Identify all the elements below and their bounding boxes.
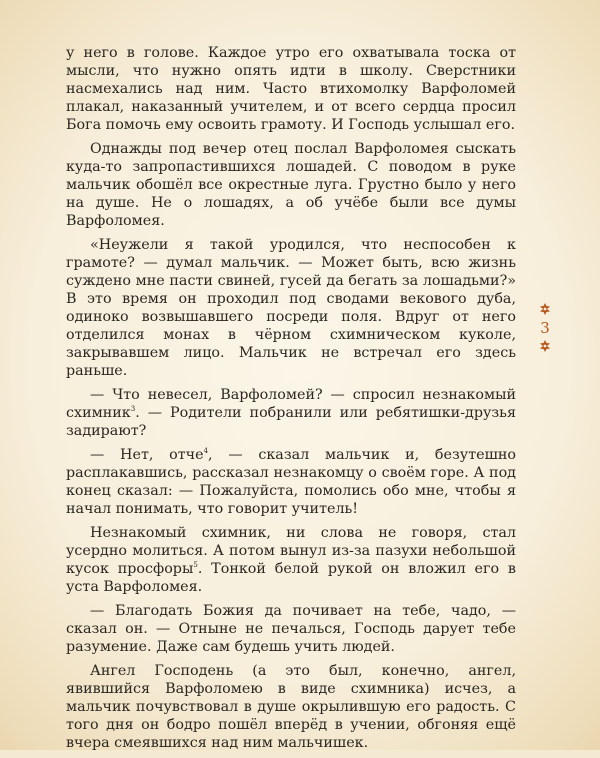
paragraph-text: . Тонкой белой рукой он вложил его в уста Варфоломея.: [66, 561, 516, 595]
fleuron-icon: [538, 339, 552, 353]
paragraph-text: — Благодать Божия да почивает на тебе, чадо, — сказал он. — Отныне не печалься, Господь дарует тебе разумение. Даже сам будешь учить людей.: [66, 603, 516, 655]
paragraph: [66, 524, 516, 596]
paragraph: [66, 386, 516, 440]
footnote-marker[interactable]: 3: [130, 405, 136, 413]
page-number: 3: [540, 319, 550, 337]
fleuron-icon: [538, 302, 552, 316]
paragraph-text: Незнакомый схимник, ни слова не говоря, стал усердно молиться. А потом вынул из-за пазухи небольшой кусок просфоры: [66, 525, 516, 577]
page-marker: [536, 302, 554, 353]
paragraph-text: «Неужели я такой уродился, что неспособен к грамоте? — думал мальчик. — Может быть, всю жизнь суждено мне пасти свиней, гусей да бегать за лошадьми?» В это время он проходил под сводами векового дуба, одиноко возвышавшего посреди поля. Вдруг от него отделился монах в чёрном схимническом куколе, закрывавшем лицо. Мальчик не встречал его здесь раньше.: [66, 237, 516, 379]
paragraph: [66, 662, 516, 752]
paragraph: [66, 236, 516, 380]
page-text: [66, 44, 516, 758]
paragraph: [66, 140, 516, 230]
paragraph-text: Ангел Господень (а это был, конечно, ангел, явившийся Варфоломею в виде схимника) исчез, а мальчик почувствовал в душе окрылившую его радость. С того дня он бодро пошёл вперёд в учении, обгоняя ещё вчера смеявшихся над ним мальчишек.: [66, 663, 516, 751]
paragraph-text: — Что невесел, Варфоломей? — спросил незнакомый схимник: [66, 387, 516, 421]
footnote-marker[interactable]: 4: [203, 447, 209, 455]
paragraph-text: у него в голове. Каждое утро его охватывала тоска от мысли, что нужно опять идти в школу. Сверстники насмехались над ним. Часто втихомолку Варфоломей плакал, наказанный учителем, и от всего сердца просил Бога помочь ему освоить грамоту. И Господь услышал его.: [66, 45, 516, 133]
paragraph: [66, 446, 516, 518]
paragraph-text: — Нет, отче: [90, 447, 204, 463]
paragraph-text: Однажды под вечер отец послал Варфоломея сыскать куда-то запропастившихся лошадей. С поводом в руке мальчик обошёл все окрестные луга. Грустно было у него на душе. Не о лошадях, а об учёбе были все думы Варфоломея.: [66, 141, 516, 229]
paragraph-text: , — сказал мальчик и, безутешно расплакавшись, рассказал незнакомцу о своём горе. А под конец сказал: — Пожалуйста, помолись обо мне, чтобы я начал понимать, что говорит учитель!: [66, 447, 516, 517]
paragraph: [66, 44, 516, 134]
footnote-marker[interactable]: 5: [193, 561, 198, 569]
paragraph-text: . — Родители побранили или ребятишки-друзья задирают?: [66, 405, 516, 439]
paragraph: [66, 602, 516, 656]
